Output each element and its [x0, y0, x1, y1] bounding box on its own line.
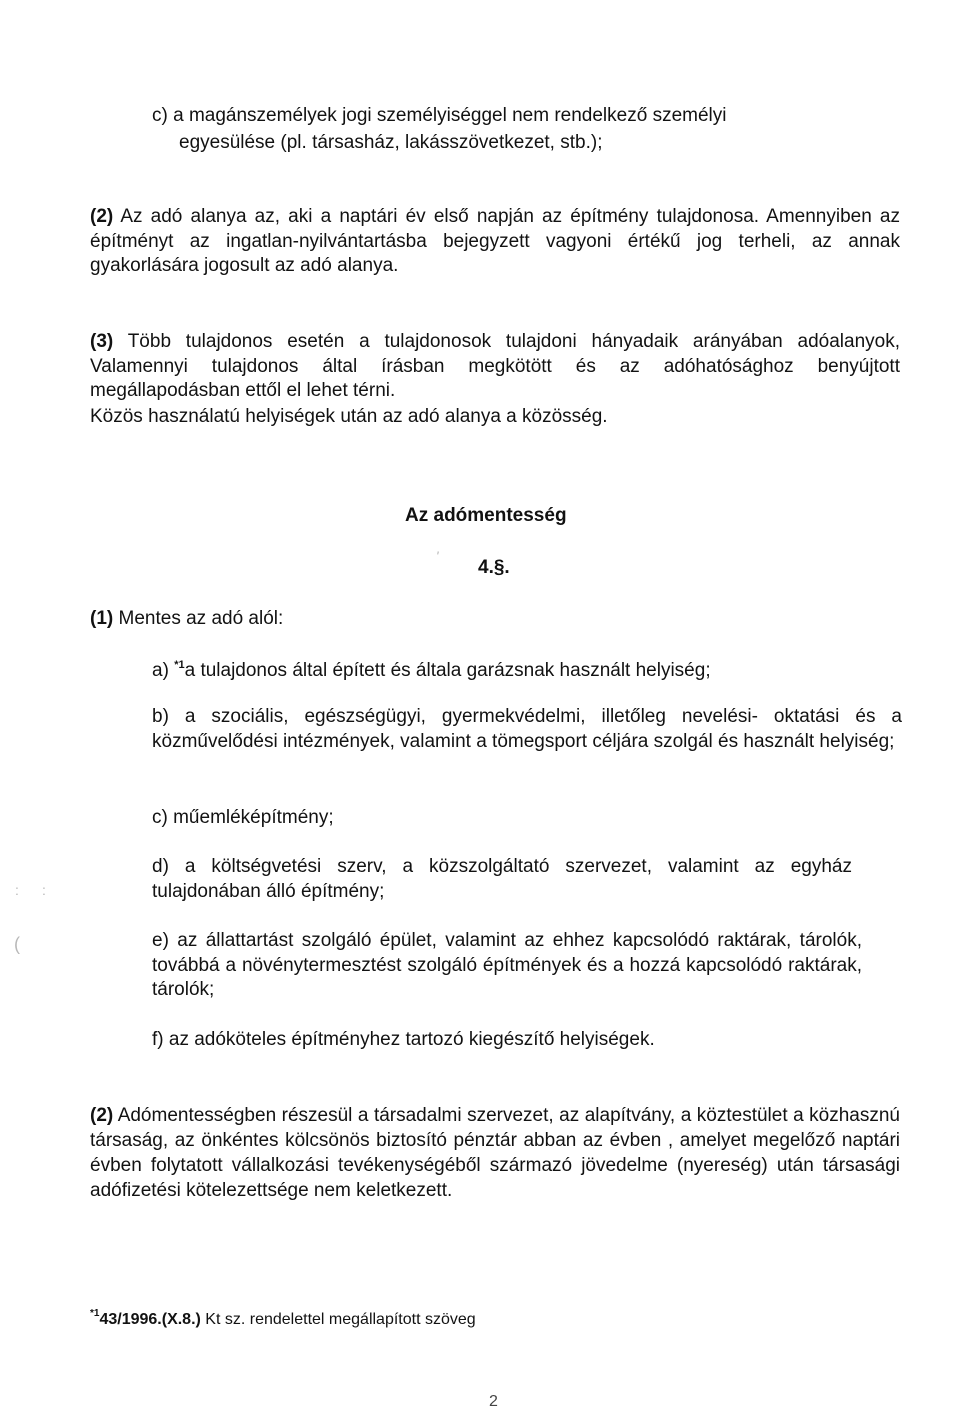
- item-c-line2: egyesülése (pl. társasház, lakásszövetkezet, stb.);: [179, 132, 603, 153]
- item-d: d) a költségvetési szerv, a közszolgáltató szervezet, valamint az egyház tulajdonában álló építmény;: [152, 856, 852, 902]
- footnote: [90, 1302, 476, 1332]
- footnote-marker: *1: [90, 1308, 100, 1319]
- footnote-marker: *1: [174, 659, 185, 671]
- item-b: b) a szociális, egészségügyi, gyermekvédelmi, illetőleg nevelési- oktatási és a közművelődési intézmények, valamint a tömegsport céljára szolgál és használt helyiség;: [152, 706, 902, 752]
- paragraph-number: (2): [90, 206, 114, 227]
- item-a-text: a tulajdonos által épített és általa garázsnak használt helyiség;: [184, 660, 711, 681]
- item-a-prefix: a): [152, 660, 175, 681]
- paragraph-3-extra: Közös használatú helyiségek után az adó alanya a közösség.: [90, 406, 608, 427]
- scan-speck: (: [14, 934, 20, 954]
- paragraph-2: [90, 205, 900, 279]
- item-e: e) az állattartást szolgáló épület, valamint az ehhez kapcsolódó raktárak, tárolók, továbbá a növénytermesztést szolgáló építmények és a hozzá kapcsolódó raktárak, tárolók;: [152, 930, 862, 1000]
- footnote-text: Kt sz. rendelettel megállapított szöveg: [200, 1311, 476, 1328]
- section-number: 4.§.: [478, 557, 510, 578]
- item-c-line1: c) a magánszemélyek jogi személyiséggel nem rendelkező személyi: [152, 105, 727, 126]
- section-title: Az adómentesség: [405, 505, 567, 526]
- item-c: c) műemléképítmény;: [152, 807, 334, 828]
- scan-speck: :: [42, 882, 46, 898]
- item-a: [152, 653, 711, 683]
- paragraph-number: (2): [90, 1105, 114, 1126]
- paragraph-number: (3): [90, 331, 114, 352]
- paragraph-text: Több tulajdonos esetén a tulajdonosok tulajdoni hányadaik arányában adóalanyok, Valamennyi tulajdonos által írásban megkötött és az adóhatósághoz benyújtott megállapodásban ettől el lehet térni.: [90, 331, 900, 401]
- paragraph-text: Az adó alanya az, aki a naptári év első napján az építmény tulajdonosa. Amennyiben az építményt az ingatlan-nyilvántartásba bejegyzett vagyoni értékű jog terheli, az annak gyakorlására jogosult az adó alanya.: [90, 206, 900, 276]
- scan-speck: :: [15, 882, 19, 898]
- item-f: f) az adóköteles építményhez tartozó kiegészítő helyiségek.: [152, 1029, 655, 1050]
- paragraph-exempt-2: [90, 1103, 900, 1203]
- exempt-intro-text: Mentes az adó alól:: [118, 608, 284, 629]
- footnote-ref: 43/1996.(X.8.): [99, 1311, 201, 1328]
- page-number: 2: [489, 1393, 498, 1410]
- paragraph-number: (1): [90, 608, 114, 629]
- paragraph-text: Adómentességben részesül a társadalmi szervezet, az alapítvány, a köztestület a közhasznú társaság, az önkéntes kölcsönös biztosító pénztár abban az évben , amelyet megelőző naptári évben folytatott vállalkozási tevékenységéből származó jövedelme (nyereség) után társasági adófizetési kötelezettsége nem keletkezett.: [90, 1105, 900, 1201]
- paragraph-3: [90, 330, 900, 404]
- exempt-intro: [90, 607, 283, 631]
- scan-speck: ': [434, 547, 441, 565]
